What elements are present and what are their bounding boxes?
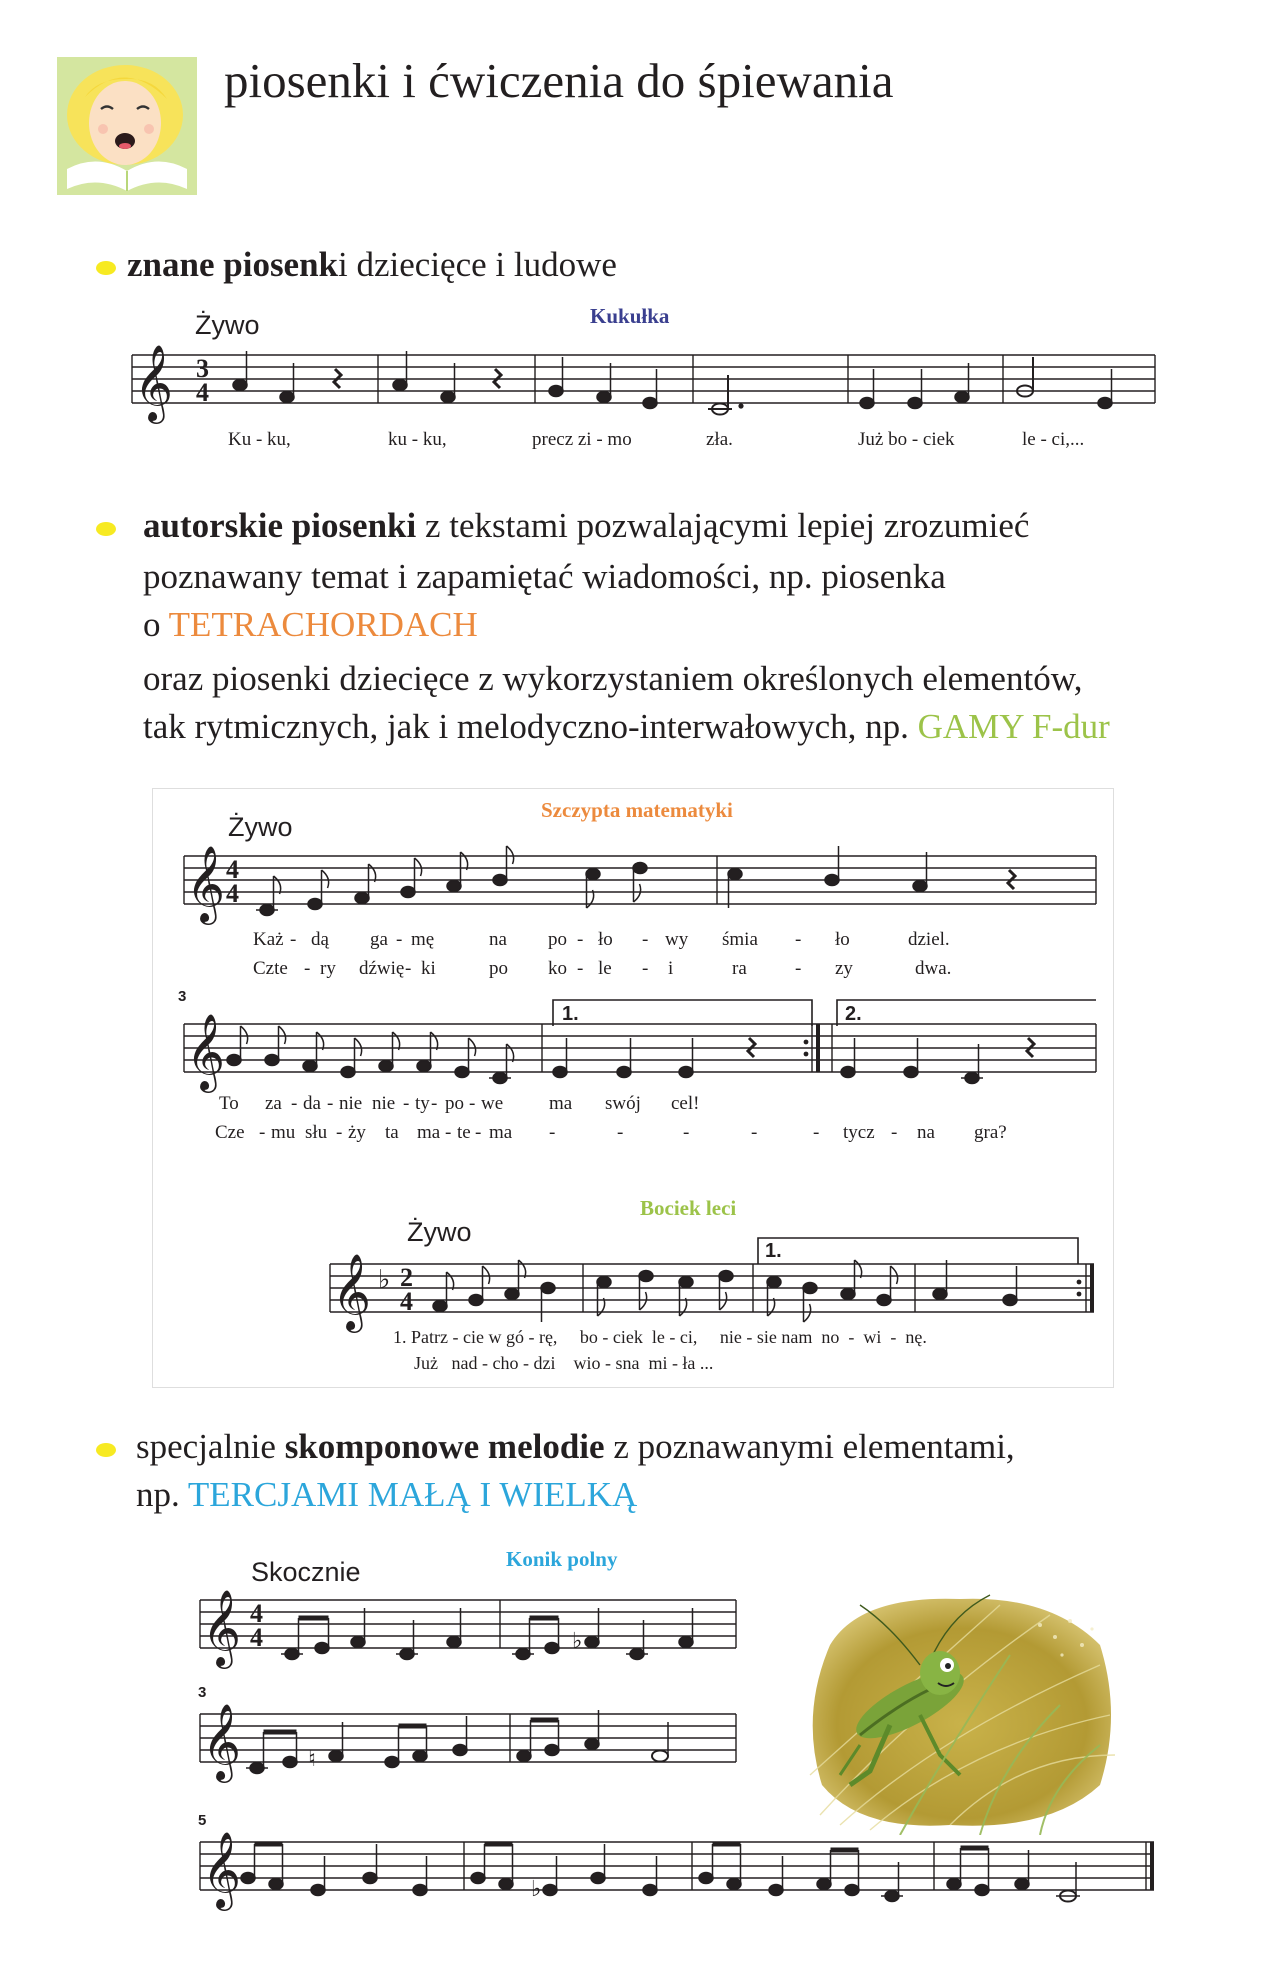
time-sig-top: 4 (250, 1599, 263, 1628)
time-sig-bottom: 4 (226, 879, 239, 908)
measure-number: 3 (178, 988, 187, 1005)
song-title-kukulka: Kukułka (590, 304, 670, 328)
staff-szczypta-2 (182, 996, 1102, 1090)
volta-1: 1. (562, 1003, 579, 1025)
lyric: Ku - ku, (228, 429, 291, 450)
song-title-konik: Konik polny (506, 1547, 618, 1571)
staff-konik-1 (198, 1589, 738, 1666)
svg-text:𝄞: 𝄞 (186, 845, 226, 922)
time-sig-bottom: 4 (196, 378, 209, 407)
svg-text:𝄞: 𝄞 (202, 1589, 242, 1666)
lyric: le - ci,... (1022, 429, 1085, 450)
tetrachord-highlight: TETRACHORDACH (168, 605, 478, 644)
staff-konik-2 (198, 1703, 738, 1780)
time-sig-top: 3 (196, 354, 209, 383)
lyric: precz zi - mo (532, 429, 632, 450)
bullet-2-line2: poznawany temat i zapamiętać wiadomości, np. piosenka (143, 557, 946, 596)
tempo-marking: Skocznie (251, 1557, 361, 1587)
song-title-bociek: Bociek leci (640, 1196, 737, 1220)
bullet-3-line1: specjalnie skomponowe melodie z poznawanymi elementami, (136, 1427, 1015, 1466)
svg-text:𝄞: 𝄞 (186, 1013, 226, 1090)
time-sig-top: 2 (400, 1263, 413, 1292)
staff-kukulka (130, 344, 1160, 421)
svg-text:♮: ♮ (308, 1747, 316, 1772)
svg-text:𝄞: 𝄞 (202, 1831, 242, 1908)
svg-text:𝄞: 𝄞 (134, 344, 174, 421)
lyric: zła. (706, 429, 733, 450)
lyric: Już bo - ciek (858, 429, 955, 450)
time-sig-top: 4 (226, 855, 239, 884)
volta-1: 1. (765, 1240, 782, 1262)
lyrics-verse-1: 1. Patrz - cie w gó - rę, bo - ciek le - ci, nie - sie nam no - wi - nę. (393, 1327, 927, 1347)
bullet-dot (96, 1443, 116, 1457)
measure-number: 5 (198, 1812, 207, 1829)
lyric: ku - ku, (388, 429, 447, 450)
svg-text:♭: ♭ (531, 1877, 542, 1902)
bullet-2-line4: oraz piosenki dziecięce z wykorzystaniem określonych elementów, (143, 659, 1083, 698)
measure-number: 3 (198, 1684, 207, 1701)
bullet-dot (96, 261, 116, 275)
staff-bociek (328, 1234, 1098, 1330)
tempo-marking: Żywo (195, 310, 260, 340)
staff-szczypta-1 (182, 845, 1102, 922)
grasshopper-illustration (800, 1585, 1122, 1835)
bullet-2-line1: autorskie piosenki z tekstami pozwalającymi lepiej zrozumieć (143, 506, 1030, 545)
bullet-1-text: znane piosenki dziecięce i ludowe (127, 245, 617, 284)
staff-konik-3 (198, 1831, 1158, 1908)
svg-text:𝄞: 𝄞 (202, 1703, 242, 1780)
tempo-marking: Żywo (228, 812, 293, 842)
bullet-3-line2: np. TERCJAMI MAŁĄ I WIELKĄ (136, 1475, 638, 1514)
volta-2: 2. (845, 1003, 862, 1025)
tempo-marking: Żywo (407, 1217, 472, 1247)
tertia-highlight: TERCJAMI MAŁĄ I WIELKĄ (187, 1475, 638, 1514)
time-sig-bottom: 4 (250, 1623, 263, 1652)
svg-text:𝄞: 𝄞 (332, 1253, 372, 1330)
svg-text:♭: ♭ (378, 1265, 391, 1295)
bullet-2-line5: tak rytmicznych, jak i melodyczno-interwałowych, np. GAMY F-dur (143, 707, 1110, 746)
scale-highlight: GAMY F-dur (917, 707, 1110, 746)
bullet-dot (96, 522, 116, 536)
time-sig-bottom: 4 (400, 1287, 413, 1316)
svg-text:♭: ♭ (572, 1629, 583, 1654)
song-title-szczypta: Szczypta matematyki (541, 798, 733, 822)
bullet-2-line3: o TETRACHORDACH (143, 605, 478, 644)
page-title: piosenki i ćwiczenia do śpiewania (224, 53, 894, 108)
lyrics-verse-2: Już nad - cho - dzi wio - sna mi - ła ... (414, 1353, 714, 1373)
singing-child-icon (57, 57, 197, 195)
